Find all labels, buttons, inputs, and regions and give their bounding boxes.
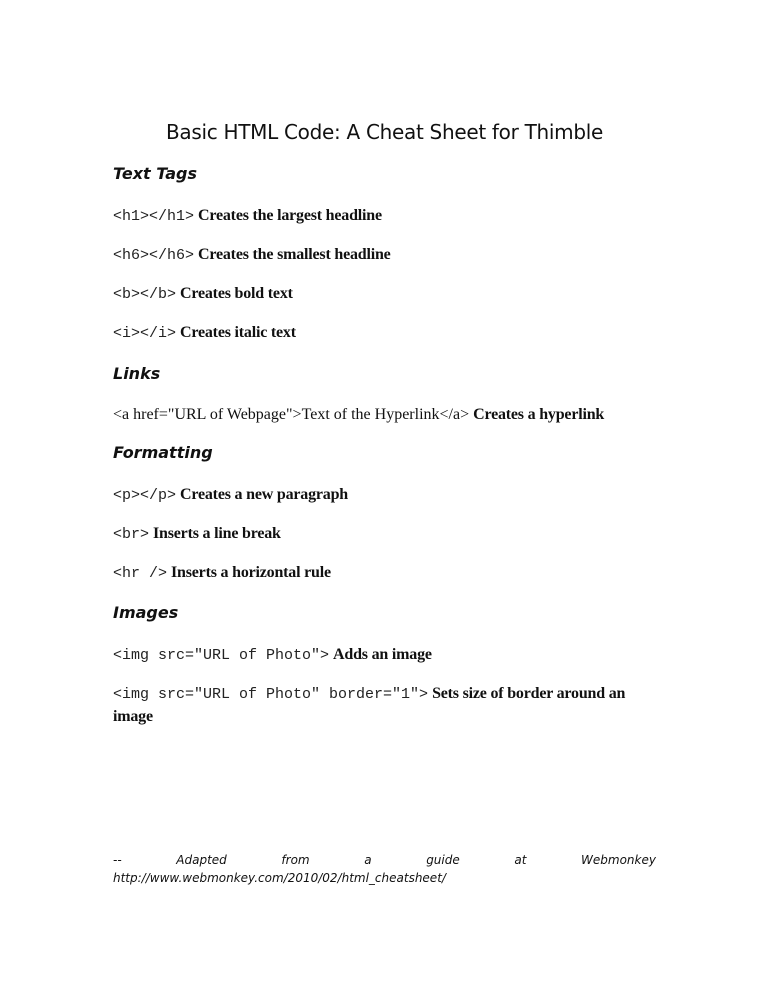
page-title: Basic HTML Code: A Cheat Sheet for Thimble	[166, 120, 603, 144]
source-url: http://www.webmonkey.com/2010/02/html_cheatsheet/	[113, 871, 446, 885]
code-description: Creates the largest headline	[198, 207, 382, 224]
list-item	[113, 404, 604, 426]
code-snippet: <img src="URL of Photo">	[113, 647, 330, 664]
code-description: Inserts a line break	[153, 525, 281, 542]
list-item	[113, 683, 656, 728]
code-description: Creates a new paragraph	[180, 486, 348, 503]
list-item	[113, 205, 382, 228]
list-item	[113, 244, 391, 267]
list-item	[113, 484, 348, 507]
code-snippet: <br>	[113, 526, 150, 543]
list-item	[113, 322, 296, 345]
code-description: Sets size of border around an image	[113, 685, 626, 725]
code-description: Creates the smallest headline	[198, 246, 391, 263]
attribution-word: guide	[426, 853, 460, 867]
list-item	[113, 562, 331, 585]
code-snippet: <img src="URL of Photo" border="1">	[113, 686, 429, 703]
code-description: Creates bold text	[180, 285, 293, 302]
code-description: Creates italic text	[180, 324, 296, 341]
attribution-line	[113, 851, 656, 869]
code-snippet: <p></p>	[113, 487, 177, 504]
code-snippet: <b></b>	[113, 286, 177, 303]
code-snippet: <h1></h1>	[113, 208, 195, 225]
code-snippet: <h6></h6>	[113, 247, 195, 264]
code-snippet: <hr />	[113, 565, 168, 582]
attribution-word: a	[364, 853, 372, 867]
code-snippet: <a href="URL of Webpage">Text of the Hyperlink</a>	[113, 406, 470, 423]
attribution-word: Webmonkey	[581, 853, 656, 867]
section-heading-links: Links	[113, 364, 161, 383]
list-item	[113, 283, 293, 306]
attribution-word: at	[514, 853, 527, 867]
list-item	[113, 644, 432, 667]
attribution-word: --	[113, 853, 122, 867]
code-description: Creates a hyperlink	[473, 406, 605, 423]
code-description: Inserts a horizontal rule	[171, 564, 331, 581]
list-item	[113, 523, 281, 546]
attribution-word: Adapted	[176, 853, 227, 867]
attribution	[113, 851, 656, 887]
section-heading-formatting: Formatting	[113, 443, 213, 462]
attribution-word: from	[281, 853, 310, 867]
section-heading-images: Images	[113, 603, 179, 622]
section-heading-text-tags: Text Tags	[113, 164, 198, 183]
code-snippet: <i></i>	[113, 325, 177, 342]
code-description: Adds an image	[333, 646, 432, 663]
